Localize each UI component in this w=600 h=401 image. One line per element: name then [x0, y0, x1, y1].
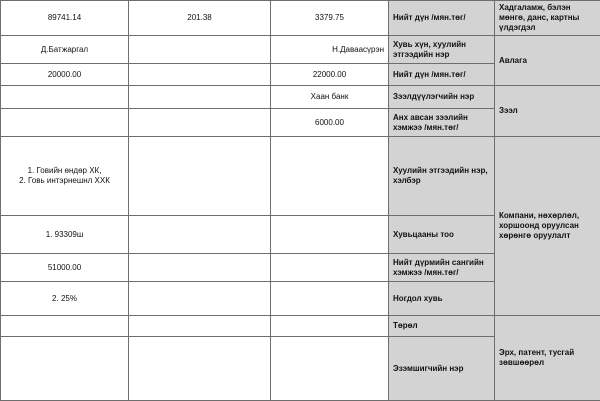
row-label: Нийт дүрмийн сангийн хэмжээ /мян.төг/	[389, 254, 495, 282]
category-savings: Хадгаламж, бэлэн мөнгө, данс, картны үлдэгдэл	[495, 1, 600, 36]
value-cell	[129, 109, 271, 137]
value-cell	[1, 316, 129, 337]
value-cell	[129, 64, 271, 86]
value-cell: 3379.75	[271, 1, 389, 36]
value-cell	[129, 137, 271, 216]
value-cell: 201.38	[129, 1, 271, 36]
value-cell	[129, 337, 271, 401]
value-cell: 51000.00	[1, 254, 129, 282]
value-cell	[271, 137, 389, 216]
value-cell: 1. Говийн өндөр ХК, 2. Говь интэрнешнл ХХК	[1, 137, 129, 216]
value-cell	[271, 282, 389, 316]
category-rights: Эрх, патент, тусгай зөвшөөрөл	[495, 316, 600, 401]
value-cell	[129, 216, 271, 254]
row-label: Хувьцааны тоо	[389, 216, 495, 254]
row-label: Нийт дүн /мян.төг/	[389, 64, 495, 86]
value-cell	[129, 36, 271, 64]
value-cell	[129, 254, 271, 282]
row-label: Анх авсан зээлийн хэмжээ /мян.төг/	[389, 109, 495, 137]
table-row	[1, 86, 600, 109]
value-cell: 6000.00	[271, 109, 389, 137]
value-cell	[1, 337, 129, 401]
value-cell	[271, 254, 389, 282]
row-label: Төрөл	[389, 316, 495, 337]
category-investments: Компани, нөхөрлөл, хоршоонд оруулсан хөрөнгө оруулалт	[495, 137, 600, 316]
category-receivables: Авлага	[495, 36, 600, 86]
row-label: Зээлдүүлэгчийн нэр	[389, 86, 495, 109]
value-cell: Д.Батжаргал	[1, 36, 129, 64]
value-cell: 20000.00	[1, 64, 129, 86]
value-cell	[271, 216, 389, 254]
value-cell: Н.Даваасүрэн	[271, 36, 389, 64]
value-cell	[129, 86, 271, 109]
value-cell: 22000.00	[271, 64, 389, 86]
table-row	[1, 316, 600, 337]
value-cell: 2. 25%	[1, 282, 129, 316]
row-label: Хуулийн этгээдийн нэр, хэлбэр	[389, 137, 495, 216]
row-label: Нийт дүн /мян.төг/	[389, 1, 495, 36]
value-cell	[1, 86, 129, 109]
value-cell	[129, 316, 271, 337]
row-label: Ногдол хувь	[389, 282, 495, 316]
value-cell	[1, 109, 129, 137]
table-row	[1, 36, 600, 64]
value-cell: 89741.14	[1, 1, 129, 36]
value-cell	[129, 282, 271, 316]
table-row	[1, 137, 600, 216]
category-loans: Зээл	[495, 86, 600, 137]
row-label: Хувь хүн, хуулийн этгээдийн нэр	[389, 36, 495, 64]
value-cell	[271, 337, 389, 401]
value-cell: 1. 93309ш	[1, 216, 129, 254]
value-cell: Хаан банк	[271, 86, 389, 109]
row-label: Эзэмшигчийн нэр	[389, 337, 495, 401]
value-cell	[271, 316, 389, 337]
table-row	[1, 1, 600, 36]
